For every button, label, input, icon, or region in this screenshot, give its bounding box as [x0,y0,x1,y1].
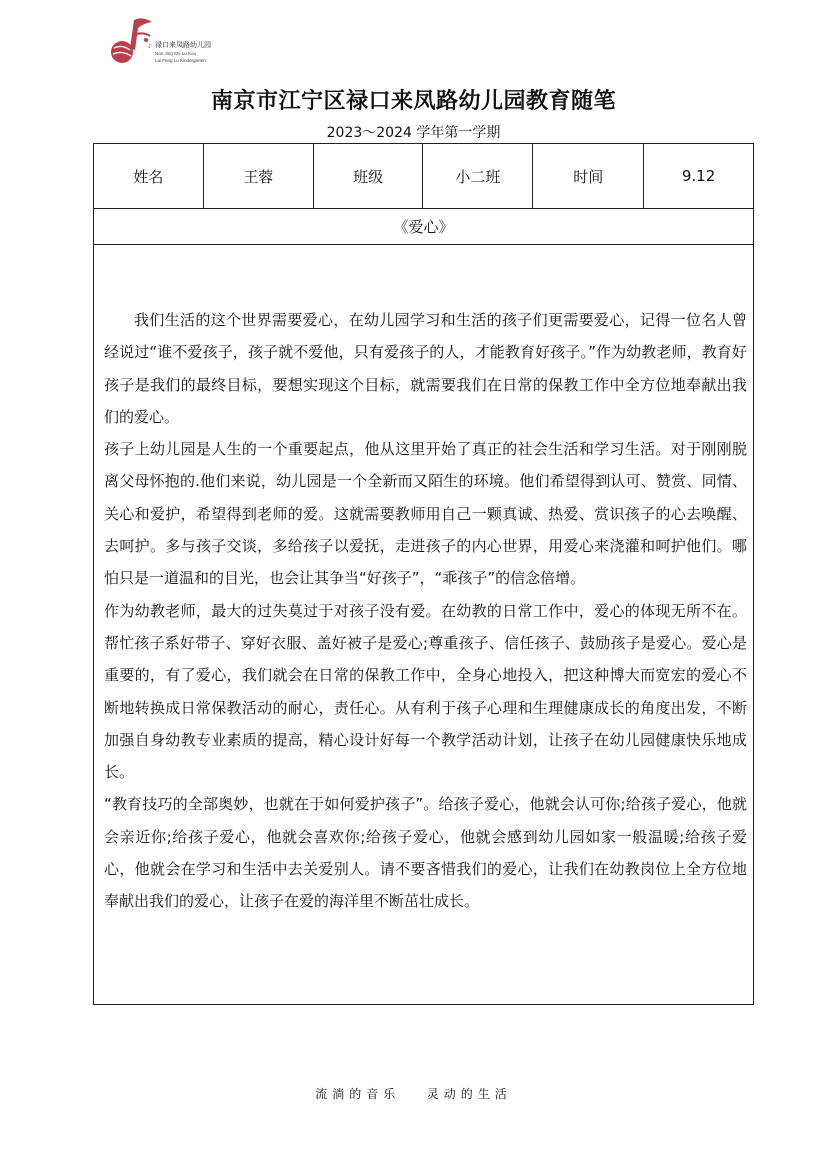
document-title: 南京市江宁区禄口来凤路幼儿园教育随笔 [210,89,616,114]
logo-name-en-2: Lai Feng Lu Kindergarten [155,58,206,64]
music-note-logo-icon [108,14,158,66]
essay-paragraph: 孩子上幼儿园是人生的一个重要起点，他从这里开始了真正的社会生活和学习生活。对于刚刚脱离父母怀抱的.他们来说，幼儿园是一个全新而又陌生的环境。他们希望得到认可、赞赏、同情、关心和爱护，希望得到老师的爱。这就需要教师用自己一颗真诚、热爱、赏识孩子的心去唤醒、去呵护。多与孩子交谈，多给孩子以爱抚，走进孩子的内心世界，用爱心来浇灌和呵护他们。哪怕只是一道温和的目光，也会让其争当“好孩子”，“乖孩子”的信念倍增。 [104,440,747,588]
class-value: 小二班 [423,144,533,208]
name-value: 王蓉 [204,144,314,208]
footer-motto: 流淌的音乐 灵动的生活 [315,1087,512,1101]
term-label: 2023～2024 学年第一学期 [326,125,501,141]
essay-paragraph: 作为幼教老师，最大的过失莫过于对孩子没有爱。在幼教的日常工作中，爱心的体现无所不在。帮忙孩子系好带子、穿好衣服、盖好被子是爱心;尊重孩子、信任孩子、鼓励孩子是爱心。爱心是重要的，有了爱心，我们就会在日常的保教工作中，全身心地投入，把这种博大而宽宏的爱心不断地转换成日常保教活动的耐心，责任心。从有利于孩子心理和生理健康成长的角度出发，不断加强自身幼教专业素质的提高，精心设计好每一个教学活动计划，让孩子在幼儿园健康快乐地成长。 [104,601,747,782]
essay-title: 《爱心》 [94,208,753,245]
name-label: 姓名 [94,144,204,208]
essay-body [104,304,747,918]
time-label: 时间 [533,144,644,208]
essay-table [93,143,754,1005]
info-row [94,144,753,209]
svg-text:♪: ♪ [148,43,152,50]
essay-paragraph: 我们生活的这个世界需要爱心，在幼儿园学习和生活的孩子们更需要爱心，记得一位名人曾经说过“谁不爱孩子，孩子就不爱他，只有爱孩子的人，才能教育好孩子。”作为幼教老师，教育好孩子是我们的最终目标，要想实现这个目标，就需要我们在日常的保教工作中全方位地奉献出我们的爱心。 [104,311,747,426]
logo-name-en-1: Nan Jing Shi Lu Kou [155,51,197,56]
logo-name-cn: 禄口来凤路幼儿园 [155,41,211,49]
kindergarten-logo [108,14,228,70]
time-value: 9.12 [681,167,716,185]
class-label: 班级 [314,144,424,208]
essay-paragraph: “教育技巧的全部奥妙，也就在于如何爱护孩子”。给孩子爱心，他就会认可你;给孩子爱心，他就会亲近你;给孩子爱心，他就会喜欢你;给孩子爱心，他就会感到幼儿园如家一般温暖;给孩子爱心，他就会在学习和生活中去关爱别人。请不要吝惜我们的爱心，让我们在幼教岗位上全方位地奉献出我们的爱心，让孩子在爱的海洋里不断茁壮成长。 [104,795,747,911]
